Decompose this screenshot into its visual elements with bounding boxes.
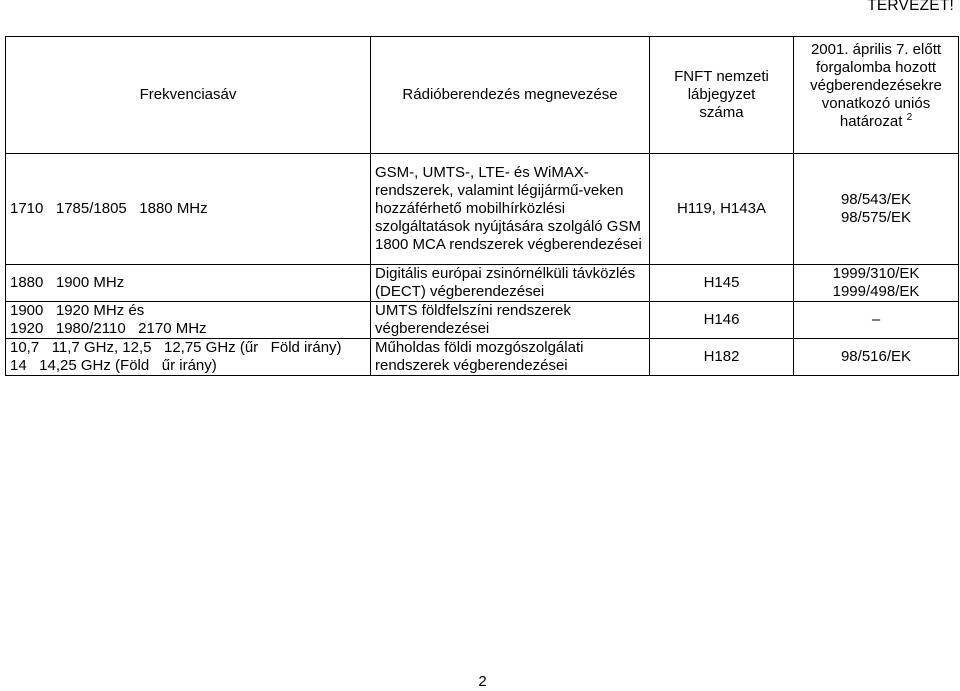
page-number: 2 xyxy=(478,673,487,690)
eu-decision-cell xyxy=(794,154,959,265)
equipment-cell: Digitális európai zsinórnélküli távközlés (DECT) végberendezései xyxy=(371,265,650,302)
frequency-band-cell xyxy=(6,302,371,339)
eu-decision-line: 98/575/EK xyxy=(840,209,912,226)
frequency-band-line: 1920 1980/2110 2170 MHz xyxy=(10,320,207,337)
eu-decision-line: 98/543/EK xyxy=(840,191,912,208)
equipment-cell: UMTS földfelszíni rendszerek végberendezései xyxy=(371,302,650,339)
header-equipment-name: Rádióberendezés megnevezése xyxy=(371,37,650,154)
header-eu-decision xyxy=(794,37,959,154)
frequency-band-cell xyxy=(6,339,371,376)
frequency-table xyxy=(5,36,959,376)
equipment-cell: Műholdas földi mozgószolgálati rendszerek végberendezései xyxy=(371,339,650,376)
equipment-cell: GSM-, UMTS-, LTE- és WiMAX-rendszerek, valamint légijármű-veken hozzáférhető mobilhírközlési szolgáltatások nyújtására szolgáló GSM 1800 MCA rendszerek végberendezései xyxy=(371,154,650,265)
eu-decision-line: 1999/310/EK xyxy=(832,265,920,282)
table-row xyxy=(6,265,959,302)
eu-decision-line: 1999/498/EK xyxy=(832,283,920,300)
draft-label: TERVEZET! xyxy=(867,0,954,14)
table-row xyxy=(6,154,959,265)
table-row xyxy=(6,339,959,376)
header-eu-decision-text: 2001. április 7. előtt forgalomba hozott végberendezésekre vonatkozó uniós határozat xyxy=(810,41,942,130)
footnote-marker: 2 xyxy=(906,112,913,123)
table-row xyxy=(6,302,959,339)
frequency-band-line: 1900 1920 MHz és xyxy=(10,302,145,319)
header-frequency-band: Frekvenciasáv xyxy=(6,37,371,154)
frequency-band-line: 14 14,25 GHz (Föld űr irány) xyxy=(10,357,217,374)
eu-decision-cell: 98/516/EK xyxy=(794,339,959,376)
frequency-band-line: 10,7 11,7 GHz, 12,5 12,75 GHz (űr Föld irány) xyxy=(10,339,342,356)
frequency-band-cell: 1880 1900 MHz xyxy=(6,265,371,302)
header-fnft-footnote: FNFT nemzeti lábjegyzet száma xyxy=(650,37,794,154)
fnft-cell: H119, H143A xyxy=(650,154,794,265)
fnft-cell: H182 xyxy=(650,339,794,376)
frequency-band-cell: 1710 1785/1805 1880 MHz xyxy=(6,154,371,265)
fnft-cell: H146 xyxy=(650,302,794,339)
fnft-cell: H145 xyxy=(650,265,794,302)
table-header-row xyxy=(6,37,959,154)
eu-decision-cell: – xyxy=(794,302,959,339)
eu-decision-cell xyxy=(794,265,959,302)
